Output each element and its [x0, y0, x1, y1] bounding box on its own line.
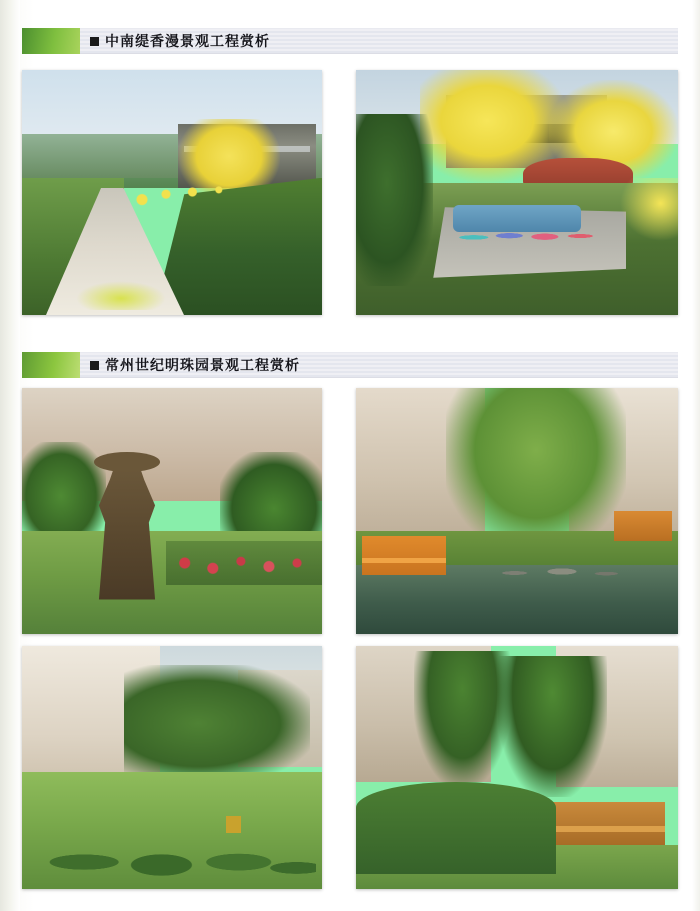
page-binding-shadow	[0, 0, 20, 911]
photo-palm-left	[414, 651, 511, 787]
section-title-1: 中南缇香漫景观工程赏析	[105, 34, 270, 50]
photo-willow-waterside-bridge	[356, 388, 678, 634]
photo-play-equipment	[459, 217, 607, 251]
photo-flowerbed	[76, 281, 166, 310]
photo-tree-cluster	[124, 665, 310, 782]
photo-residential-lawn	[22, 646, 322, 889]
photo-secondary-bridge	[614, 511, 672, 541]
section-swatch-1	[22, 28, 80, 54]
photo-yellow-lanterns	[130, 178, 250, 232]
photo-shore-rocks	[485, 555, 633, 585]
section-swatch-2	[22, 352, 80, 378]
photo-wooden-bridge	[536, 802, 665, 846]
photo-foreground-leaves	[620, 178, 678, 242]
photo-flower-bed	[166, 541, 322, 585]
photo-hedge-mass	[356, 782, 556, 874]
photo-statue-hat	[94, 452, 160, 472]
photo-plaza-playground	[356, 70, 678, 315]
photo-palm-right	[498, 656, 607, 797]
section-title-2: 常州世纪明珠园景观工程赏析	[105, 358, 300, 374]
photo-orange-bridge	[362, 536, 446, 575]
photo-willow-tree	[446, 388, 626, 550]
photo-ball-shrubs	[40, 811, 316, 884]
photo-palms-wooden-bridge	[356, 646, 678, 889]
section-title-bar-2	[80, 352, 678, 378]
section-heading-1	[22, 28, 678, 54]
section-title-bar-1	[80, 28, 678, 54]
section-heading-2	[22, 352, 678, 378]
page-edge-shadow	[692, 0, 700, 911]
square-bullet-icon	[90, 361, 99, 370]
square-bullet-icon	[90, 37, 99, 46]
photo-bronze-statue-garden	[22, 388, 322, 634]
photo-path-ginkgo	[22, 70, 322, 315]
photo-foreground-tree	[356, 114, 433, 286]
